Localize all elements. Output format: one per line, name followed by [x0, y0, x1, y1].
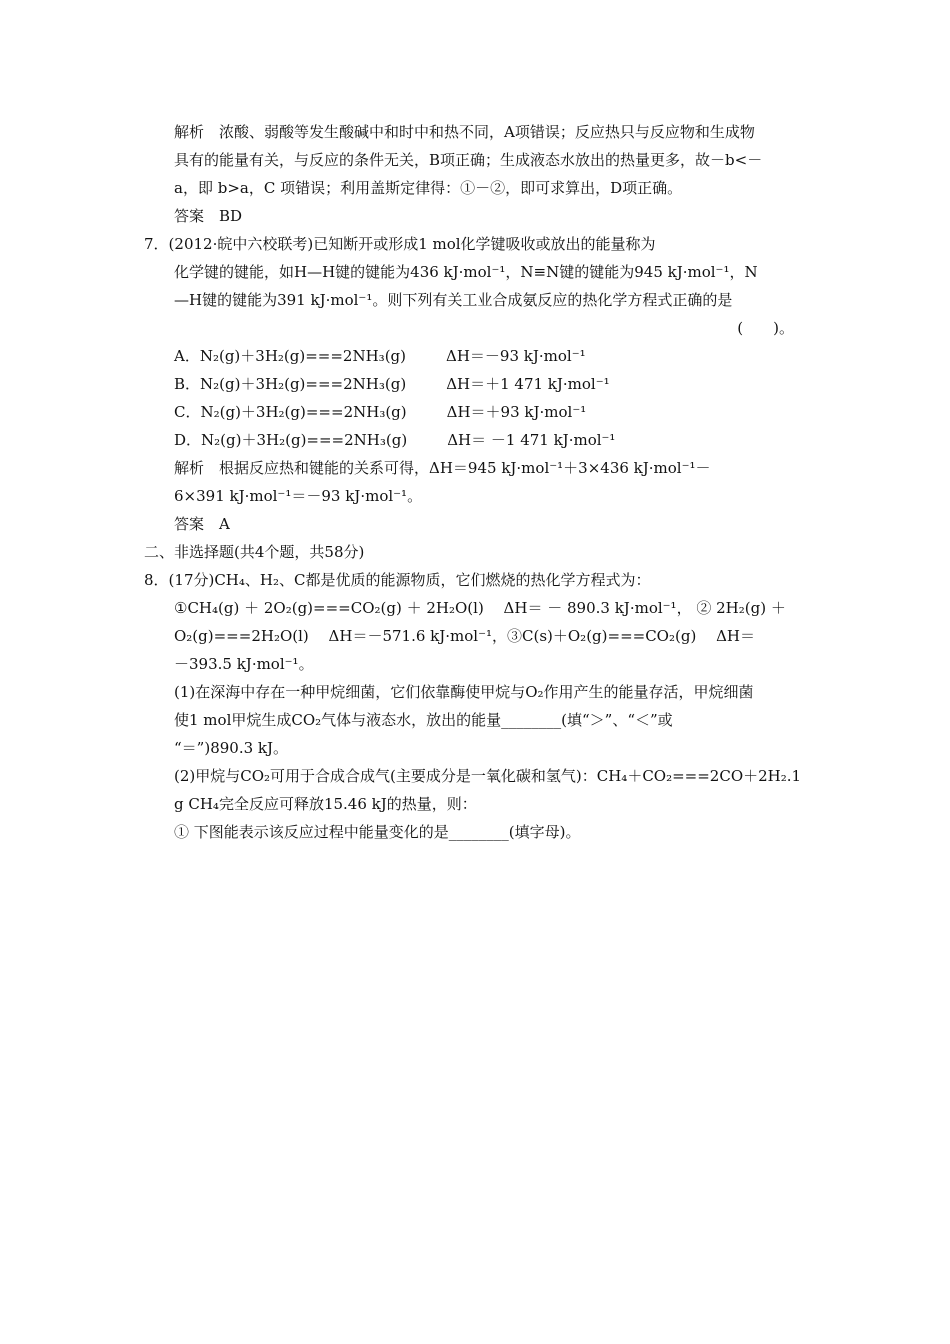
option-equation: A．N₂(g)＋3H₂(g)===2NH₃(g) — [174, 347, 406, 365]
q8-stem-line-3: O₂(g)===2H₂O(l) ΔH＝－571.6 kJ·mol⁻¹，③C(s)＋O₂(g)===CO₂(g) ΔH＝ — [174, 627, 755, 645]
q8-stem-line-2: ①CH₄(g) ＋ 2O₂(g)===CO₂(g) ＋ 2H₂O(l) ΔH＝ － 890.3 kJ·mol⁻¹， ② 2H₂(g) ＋ — [174, 599, 786, 617]
q7-option-a — [174, 342, 950, 370]
q8-part2-line-3: ① 下图能表示该反应过程中能量变化的是________(填字母)。 — [174, 823, 581, 841]
option-equation: D．N₂(g)＋3H₂(g)===2NH₃(g) — [174, 431, 408, 449]
document-page — [0, 118, 950, 846]
option-enthalpy: ΔH＝－93 kJ·mol⁻¹ — [446, 347, 586, 365]
option-equation: B．N₂(g)＋3H₂(g)===2NH₃(g) — [174, 375, 407, 393]
q8-part1-line-3: “＝”)890.3 kJ。 — [174, 739, 289, 757]
q6-analysis-line-3: a，即 b>a，C 项错误；利用盖斯定律得：①－②，即可求算出，D项正确。 — [174, 179, 683, 197]
q7-analysis-line-2: 6×391 kJ·mol⁻¹＝－93 kJ·mol⁻¹。 — [174, 487, 423, 505]
q7-stem-line-1: 7．(2012·皖中六校联考)已知断开或形成1 mol化学键吸收或放出的能量称为 — [144, 235, 656, 253]
q8-part1-line-2: 使1 mol甲烷生成CO₂气体与液态水，放出的能量________(填“＞”、“＜”或 — [174, 711, 673, 729]
q7-stem-line-2: 化学键的键能，如H—H键的键能为436 kJ·mol⁻¹，N≡N键的键能为945 kJ·mol⁻¹，N — [174, 263, 758, 281]
option-enthalpy: ΔH＝ －1 471 kJ·mol⁻¹ — [447, 431, 616, 449]
q8-stem-line-1: 8．(17分)CH₄、H₂、C都是优质的能源物质，它们燃烧的热化学方程式为： — [144, 571, 651, 589]
option-equation: C．N₂(g)＋3H₂(g)===2NH₃(g) — [174, 403, 407, 421]
option-enthalpy: ΔH＝＋93 kJ·mol⁻¹ — [446, 403, 587, 421]
q8-part1-line-1: (1)在深海中存在一种甲烷细菌，它们依靠酶使甲烷与O₂作用产生的能量存活，甲烷细菌 — [174, 683, 754, 701]
option-enthalpy: ΔH＝＋1 471 kJ·mol⁻¹ — [446, 375, 610, 393]
q7-option-b — [174, 370, 950, 398]
q6-analysis-line-1: 解析 浓酸、弱酸等发生酸碱中和时中和热不同，A项错误；反应热只与反应物和生成物 — [174, 123, 755, 141]
q6-answer: 答案 BD — [174, 207, 243, 225]
q8-stem-line-4: －393.5 kJ·mol⁻¹。 — [174, 655, 314, 673]
q7-analysis-line-1: 解析 根据反应热和键能的关系可得，ΔH＝945 kJ·mol⁻¹＋3×436 kJ·mol⁻¹－ — [174, 459, 711, 477]
q7-option-c — [174, 398, 950, 426]
q8-part2-line-1: (2)甲烷与CO₂可用于合成合成气(主要成分是一氧化碳和氢气)：CH₄＋CO₂===2CO＋2H₂.1 — [174, 767, 802, 785]
q7-option-d — [174, 426, 950, 454]
q7-answer: 答案 A — [174, 515, 230, 533]
section-heading: 二、非选择题(共4个题，共58分) — [144, 543, 365, 561]
q8-part2-line-2: g CH₄完全反应可释放15.46 kJ的热量，则： — [174, 795, 477, 813]
q7-answer-bracket: ( )。 — [737, 319, 794, 337]
q7-stem-line-3: —H键的键能为391 kJ·mol⁻¹。则下列有关工业合成氨反应的热化学方程式正确的是 — [174, 291, 733, 309]
q6-analysis-line-2: 具有的能量有关，与反应的条件无关，B项正确；生成液态水放出的热量更多，故－b<－ — [174, 151, 763, 169]
